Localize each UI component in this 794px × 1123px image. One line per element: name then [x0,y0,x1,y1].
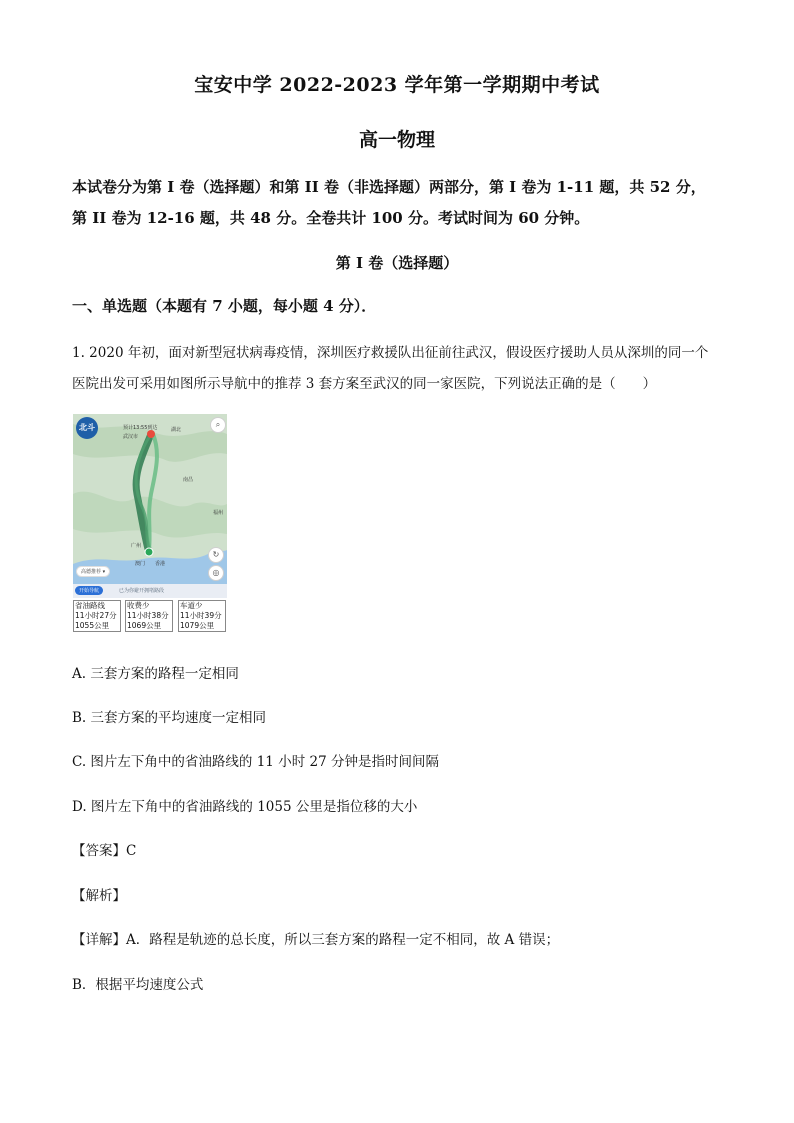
route-card-few-lanes[interactable] [178,600,226,632]
map-label-wuhan: 武汉市 [123,434,139,440]
destination-marker [147,430,155,438]
map-label-hongkong: 香港 [155,561,166,567]
option-b: B. 三套方案的平均速度一定相同 [72,710,267,726]
option-a: A. 三套方案的路程一定相同 [72,666,239,682]
route-card-low-toll[interactable] [125,600,173,632]
route-card-name: 收费少 [127,601,150,610]
exam-subject: 高一物理 [358,129,435,151]
traffic-note: 已为你避开拥堵路段 [119,588,165,594]
route-card-time: 11小时38分 [127,611,169,620]
map-label-hubei: 湖北 [171,427,182,433]
refresh-icon[interactable]: ↻ [208,547,224,563]
route-card-fuel-saving[interactable] [73,600,121,632]
navigation-bar [73,584,227,598]
route-card-distance: 1055公里 [75,621,110,630]
part-heading: 一、单选题（本题有 7 小题，每小题 4 分）． [72,297,377,315]
intro-line-1: 本试卷分为第 I 卷（选择题）和第 II 卷（非选择题）两部分，第 I 卷为 1-11 题，共 52 分， [72,178,706,196]
route-card-distance: 1069公里 [127,621,162,630]
intro-line-2: 第 II 卷为 12-16 题，共 48 分。全卷共计 100 分。考试时间为 60 分钟。 [72,209,590,227]
start-marker [145,548,153,556]
locate-icon[interactable]: ◎ [208,565,224,581]
answer: 【答案】C [72,843,137,859]
search-icon[interactable]: ⌕ [210,417,226,433]
navigation-map-figure [73,414,227,634]
map-label-fuzhou: 福州 [213,510,224,516]
map-label-nanchang: 南昌 [183,477,194,483]
map-label-arrival: 预计13:55到达 [123,425,158,431]
option-c: C. 图片左下角中的省油路线的 11 小时 27 分钟是指时间间隔 [72,754,439,770]
route-card-name: 车道少 [180,601,203,610]
map-label-macau: 澳门 [135,561,146,567]
route-card-name: 省油路线 [75,601,105,610]
detail-b: B．根据平均速度公式 [72,977,204,993]
detail-a: 【详解】A．路程是轨迹的总长度，所以三套方案的路程一定不相同，故 A 错误； [72,932,560,948]
map-canvas [73,414,227,584]
beidou-badge: 北斗 [76,417,98,439]
question-1-line-2: 医院出发可采用如图所示导航中的推荐 3 套方案至武汉的同一家医院，下列说法正确的是（ ） [72,376,657,392]
route-options [73,600,227,634]
start-navigation-button[interactable]: 开始导航 [75,586,103,595]
map-label-guangzhou: 广州 [131,543,142,549]
analysis-heading: 【解析】 [72,888,126,904]
section-heading: 第 I 卷（选择题） [335,254,459,272]
route-preference-dropdown[interactable]: 高德推荐 ▾ [76,566,110,577]
route-card-distance: 1079公里 [180,621,215,630]
option-d: D. 图片左下角中的省油路线的 1055 公里是指位移的大小 [72,799,418,815]
question-1-line-1: 1. 2020 年初，面对新型冠状病毒疫情，深圳医疗救援队出征前往武汉，假设医疗援助人员从深圳的同一个 [72,345,709,361]
route-card-time: 11小时39分 [180,611,222,620]
route-card-time: 11小时27分 [75,611,117,620]
exam-title: 宝安中学 2022-2023 学年第一学期期中考试 [194,74,600,96]
